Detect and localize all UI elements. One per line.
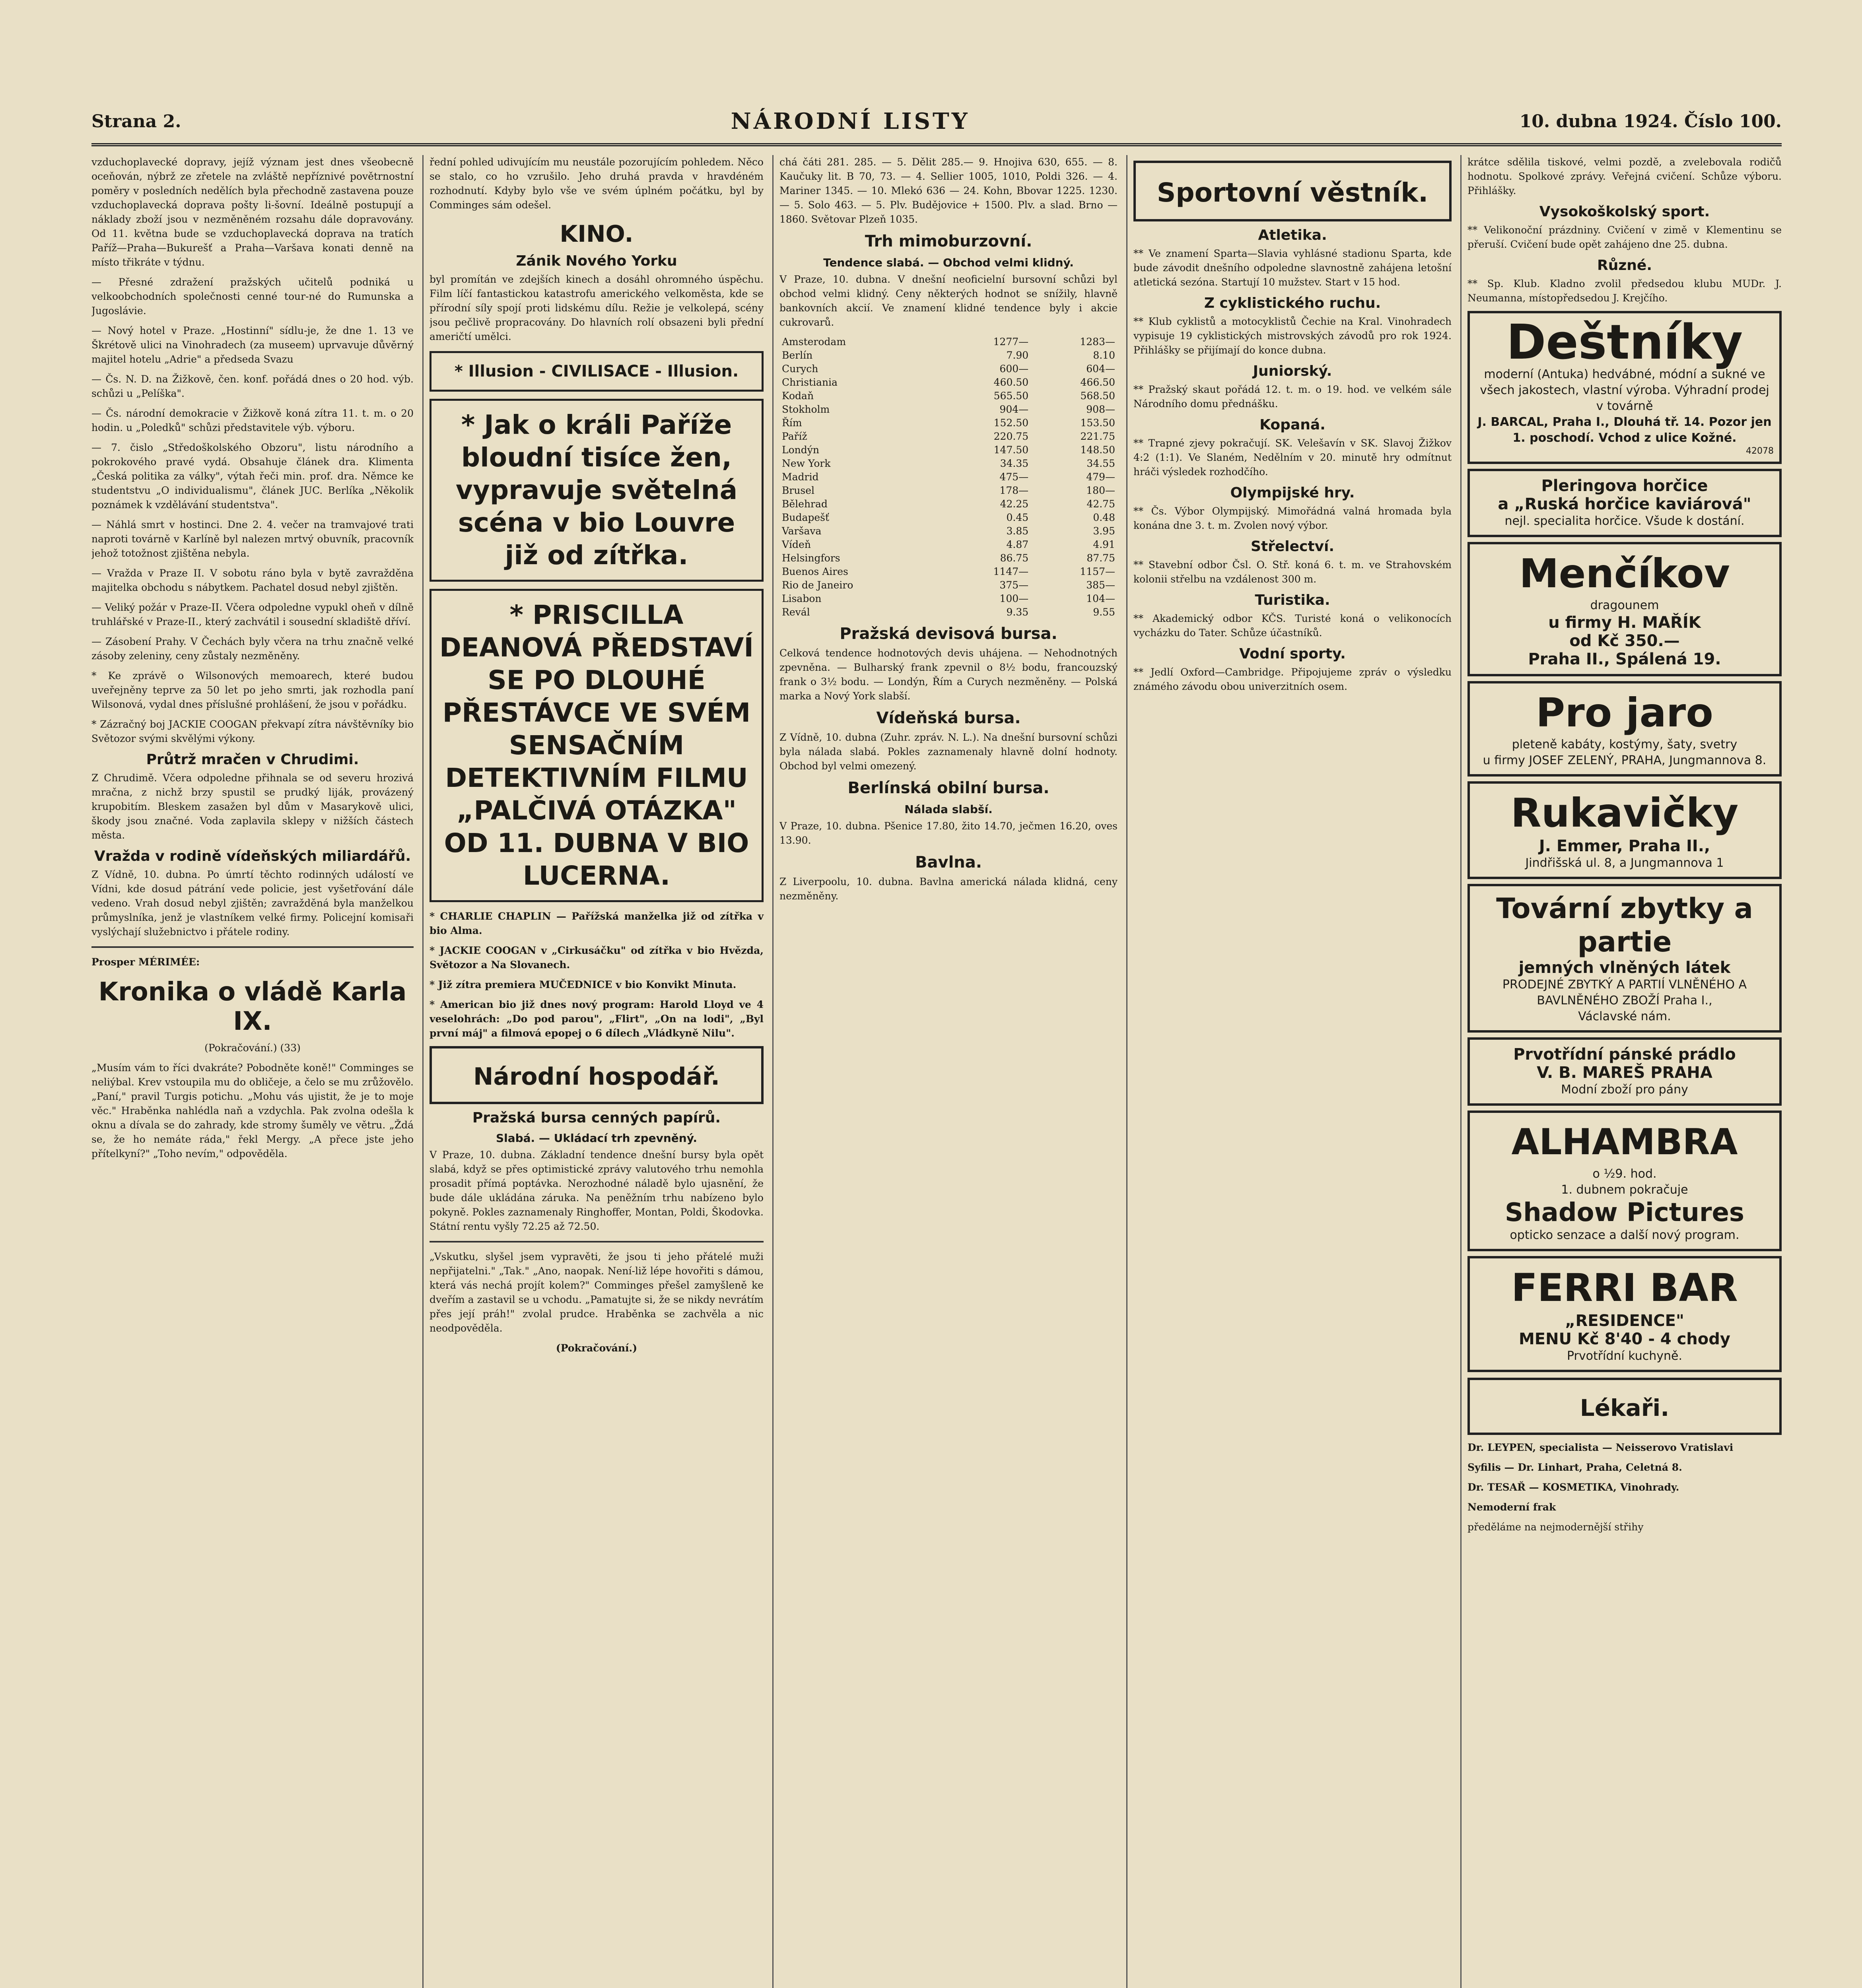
currency-ask: 8.10 — [1093, 349, 1115, 361]
economy-subheading: Pražská bursa cenných papírů. — [472, 1110, 721, 1126]
ad-text: Prvotřídní kuchyně. — [1567, 1349, 1683, 1363]
currency-bid: 3.85 — [1006, 525, 1029, 537]
currency-ask: 87.75 — [1086, 552, 1115, 564]
col1-item: * Ke zprávě o Wilsonových memoarech, které budou uveřejněny teprve za 50 let po jeho smrti, jak rozhodla paní Wilsonová, vydal dnes příslušné prohlášení, že jsou v pořádku. — [91, 670, 414, 710]
currency-bid: 0.45 — [1006, 512, 1029, 523]
currency-row — [779, 362, 1118, 376]
currency-bid: 600— — [999, 363, 1029, 375]
ad-mencikov — [1467, 542, 1782, 676]
ad-text: Pleringova horčice — [1541, 477, 1708, 495]
ad-text: „RESIDENCE" — [1565, 1312, 1684, 1330]
currency-ask: 466.50 — [1080, 377, 1115, 388]
currency-ask: 1283— — [1080, 336, 1115, 348]
cycling-heading: Z cyklistického ruchu. — [1204, 295, 1381, 311]
cinema-ad-american: * American bio již dnes nový program: Harold Lloyd ve 4 veselohrách: „Do pod parou", „Flirt", „On na lodi", „Byl první máj" a filmová epopej o 6 dílech „Vládkyně Nilu". — [430, 999, 764, 1039]
currency-row — [779, 403, 1118, 416]
col1-item: — Vražda v Praze II. V sobotu ráno byla v bytě zavražděna majitelka obchodu s nábytkem. Pachatel dosud nebyl zjištěn. — [91, 567, 414, 593]
feuilleton-continued: „Vskutku, slyšel jsem vypravěti, že jsou ti jeho přátelé muži nepřijatelni." „Tak." „Ano, naopak. Není-liž lépe hovořiti s dámou, která vás nechá projít kolem?" Comminges přešel zamyšleně ke dveřím a zastavil se u vchodu. „Pamatujte si, že se nikdy nevrátím přes její práh!" zvolal prudce. Hraběnka se zachvěla a nic neodpověděla. — [430, 1251, 764, 1334]
continued-label: (Pokračování.) — [556, 1342, 638, 1354]
feuilleton-author: Prosper MÉRIMÉE: — [91, 956, 200, 968]
ad-text: jemných vlněných látek — [1518, 959, 1731, 977]
currency-ask: 221.75 — [1080, 431, 1115, 442]
column-2 — [430, 155, 774, 1988]
feuilleton-title: Kronika o vládě Karla IX. — [98, 977, 407, 1036]
currency-bid: 178— — [999, 485, 1029, 496]
ad-text: V. B. MAREŠ PRAHA — [1537, 1064, 1712, 1082]
shooting-heading: Střelectví. — [1250, 538, 1335, 555]
currency-bid: 100— — [999, 593, 1029, 604]
devisa-heading: Pražská devisová bursa. — [840, 625, 1057, 643]
currency-ask: 3.95 — [1093, 525, 1115, 537]
currency-ask: 1157— — [1080, 566, 1115, 577]
currency-city: New York — [782, 458, 831, 469]
cotton-heading: Bavlna. — [915, 853, 982, 872]
kino-subheading: Zánik Nového Yorku — [516, 253, 677, 269]
currency-row — [779, 457, 1118, 470]
doctor-ad: Dr. LEYPEN, specialista — Neisserovo Vratislavi — [1467, 1442, 1734, 1453]
economy-heading: Národní hospodář. — [473, 1063, 720, 1091]
sports-heading-box — [1133, 161, 1452, 221]
col1-item: — Zásobení Prahy. V Čechách byly včera na trhu značně velké zásoby zeleniny, ceny zůstaly nezměněny. — [91, 636, 414, 662]
ad-mustard — [1467, 469, 1782, 537]
ad-text: o ½9. hod. — [1592, 1167, 1657, 1181]
currency-bid: 7.90 — [1006, 349, 1029, 361]
ad-text: dragounem — [1590, 598, 1659, 612]
currency-ask: 104— — [1086, 593, 1115, 604]
currency-bid: 147.50 — [993, 444, 1029, 456]
col1-intro: vzduchoplavecké dopravy, jejíž význam jest dnes všeobecně oceňován, nýbrž ze zřetele na zvláště nepříznivé povětrnostní poměry v posledních nedělích byla přechodně zastavena pouze vzduchoplavecká doprava pošty li-šovní. Ideálně postupují a náklady zboží jsou v nezměněném rozsahu dále dopravovány. Od 11. května bude se vzduchoplavecká doprava na tratích Paříž—Praha—Bukurešť a Praha—Varšava konati denně na místo třikráte v týdnu. — [91, 156, 414, 268]
ad-text: Prvotřídní pánské prádlo — [1513, 1045, 1736, 1064]
currency-ask: 153.50 — [1080, 417, 1115, 429]
ad-text: a „Ruská horčice kaviárová" — [1498, 495, 1751, 513]
ad-mencikov-brand: Menčíkov — [1519, 550, 1730, 597]
ad-text: Jindřišská ul. 8, a Jungmannova 1 — [1525, 856, 1724, 870]
ad-umbrellas — [1467, 311, 1782, 464]
ad-text: 1. dubnem pokračuje — [1561, 1183, 1688, 1197]
ad-projaro — [1467, 681, 1782, 777]
cycling-text: ** Klub cyklistů a motocyklistů Čechie na Kral. Vinohradech vypisuje 19 cyklistických mistrovských závodů pro rok 1924. Přihlášky se přijímají do konce dubna. — [1133, 316, 1452, 356]
grain-heading: Berlínská obilní bursa. — [847, 779, 1050, 797]
column-5 — [1467, 155, 1790, 1988]
column-4 — [1133, 155, 1462, 1988]
currency-city: Christiania — [782, 377, 838, 388]
cinema-ad-konvikt: * Již zítra premiera MUČEDNICE v bio Konvikt Minuta. — [430, 979, 737, 990]
tourism-heading: Turistika. — [1255, 592, 1330, 608]
currency-city: Varšava — [782, 525, 822, 537]
ad-projaro-brand: Pro jaro — [1536, 689, 1713, 736]
currency-ask: 479— — [1086, 471, 1115, 483]
currency-row — [779, 335, 1118, 349]
vienna-text: Z Vídně, 10. dubna. Po úmrtí těchto rodinných událostí ve Vídni, kde dosud pátrání vede policie, jest vyšetřování dále vedeno. Vrah dosud nebyl zjištěn; zavražděná byla manželkou průmyslníka, jenž je vlastníkem velké firmy. Policejní komisaři vyslýchají služebnictvo i přátele rodiny. — [91, 869, 414, 938]
chrudim-text: Z Chrudimě. Včera odpoledne přihnala se od severu hrozivá mračna, z nichž brzy spustil se prudký liják, provázený krupobitím. Bleskem zasažen byl dům v Masarykově ulici, škody jsou značné. Voda zaplavila sklepy v nižších částech města. — [91, 772, 414, 841]
olympics-heading: Olympijské hry. — [1230, 485, 1355, 501]
currency-city: Lisabon — [782, 593, 822, 604]
football-text: ** Trapné zjevy pokračují. SK. Velešavín v SK. Slavoj Žižkov 4:2 (1:1). Ve Slaném, Nedělním v 20. minutě hry odmítnut hráči výsledek rozhodčího. — [1133, 437, 1452, 478]
feuilleton-text: „Musím vám to říci dvakráte? Pobodněte koně!" Comminges se neliýbal. Krev vstoupila mu do obličeje, a čelo se mu zrůžovělo. „Paní," pravil Turgis potichu. „Mohu vás ujistit, že je to moje věc." Hraběnka nahlédla naň a vzdychla. Pak zvolna odešla k oknu a dívala se do zahrady, kde stromy šuměly ve větru. „Ždá se, že ho nemáte ráda," řekl Mergy. „A přece jste jeho přítelkyní?" „Toho nevím," odpověděla. — [91, 1062, 414, 1159]
currency-city: Madrid — [782, 471, 819, 483]
currency-row — [779, 538, 1118, 551]
col2-top-text: řední pohled udivujícím mu neustále pozorujícím pohledem. Něco se stalo, co ho vzrušilo. Jeho druhá pravda v hravdéném rozhodnutí. Kdyby bylo vše ve svém úplném počátku, byl by Comminges sám odešel. — [430, 156, 764, 211]
university-sport-text: ** Velikonoční prázdniny. Cvičení v zimě v Klementinu se přeruší. Cvičení bude opět zahájeno dne 25. dubna. — [1467, 224, 1782, 250]
currency-bid: 4.87 — [1006, 539, 1029, 550]
currency-bid: 86.75 — [1000, 552, 1029, 564]
offmarket-text: V Praze, 10. dubna. V dnešní neoficielní bursovní schůzi byl obchod velmi klidný. Ceny některých hodnot se snížily, hlavně bankovních akcií. Ve znamení klidné tendence byly i akcie cukrovarů. — [779, 274, 1118, 328]
offmarket-heading: Trh mimoburzovní. — [865, 232, 1032, 250]
tailcoat-ad-text: předěláme na nejmodernější střihy — [1467, 1521, 1644, 1533]
divider — [91, 946, 414, 948]
ad-text: pleteně kabáty, kostýmy, šaty, svetry — [1512, 738, 1738, 751]
chrudim-heading: Průtrž mračen v Chrudimi. — [146, 751, 359, 768]
feuilleton-sub: (Pokračování.) (33) — [204, 1042, 301, 1054]
cinema-ad-louvre: * Jak o králi Paříže bloudní tisíce žen, vypravuje světelná scéna v bio Louvre již od zítřka. — [430, 399, 764, 582]
ad-remnants-brand: Tovární zbytky a partie — [1496, 892, 1753, 958]
currency-ask: 42.75 — [1086, 498, 1115, 510]
juniors-text: ** Pražský skaut pořádá 12. t. m. o 19. hod. ve velkém sále Národního domu přednášku. — [1133, 384, 1452, 410]
currency-row — [779, 443, 1118, 457]
currency-city: Curych — [782, 363, 818, 375]
water-sports-text: ** Jedlí Oxford—Cambridge. Připojujeme zpráv o výsledku známého závodu obou univerzitních osem. — [1133, 666, 1452, 692]
currency-row — [779, 592, 1118, 606]
currency-city: Rio de Janeiro — [782, 579, 853, 591]
ad-text: opticko senzace a další nový program. — [1510, 1228, 1740, 1242]
grain-text: V Praze, 10. dubna. Pšenice 17.80, žito 14.70, ječmen 16.20, oves 13.90. — [779, 820, 1118, 846]
vienna-bourse-heading: Vídeňská bursa. — [876, 709, 1021, 727]
doctor-ad: Syfilis — Dr. Linhart, Praha, Celetná 8. — [1467, 1462, 1682, 1473]
cinema-ad-lucerna: * PRISCILLA DEANOVÁ PŘEDSTAVÍ SE PO DLOUHÉ PŘESTÁVCE VE SVÉM SENSAČNÍM DETEKTIVNÍM FILMU „PALČIVÁ OTÁZKA" OD 11. DUBNA V BIO LUCERNA. — [430, 589, 764, 902]
cinema-ad-chaplin: * CHARLIE CHAPLIN — Pařížská manželka již od zítřka v bio Alma. — [430, 911, 764, 936]
issue-date: 10. dubna 1924. Číslo 100. — [1519, 111, 1782, 132]
ad-text: MENU Kč 8'40 - 4 chody — [1519, 1330, 1730, 1348]
ad-factory-remnants — [1467, 884, 1782, 1033]
col3-top-text: chá čáti 281. 285. — 5. Dělit 285.— 9. Hnojiva 630, 655. — 8. Kaučuky lit. B 70, 73. — 4. Sellier 1005, 1010, Poldi 326. — 4. Mariner 1345. — 10. Mlekó 636 — 24. Kohn, Bbovar 1225. 1230. — 5. Solo 463. — 5. Plv. Budějovice + 1500. Plv. a slad. Brno — 1860. Světovar Plzeň 1035. — [779, 156, 1118, 225]
currency-bid: 34.35 — [1000, 458, 1029, 469]
ad-text: Václavské nám. — [1578, 1010, 1671, 1023]
currency-row — [779, 579, 1118, 592]
offmarket-subheading: Tendence slabá. — Obchod velmi klidný. — [823, 256, 1074, 269]
column-1 — [91, 155, 424, 1988]
currency-bid: 375— — [999, 579, 1029, 591]
athletics-heading: Atletika. — [1258, 227, 1327, 243]
col5-top-text: krátce sdělila tiskové, velmi pozdě, a zvelebovala rodičů hodnotu. Spolkové zprávy. Veřejná cvičení. Schůze výboru. Přihlášky. — [1467, 156, 1782, 196]
ad-text: moderní (Antuka) hedvábné, módní a sukné ve všech jakostech, vlastní výroba. Výhradní prodej v továrně — [1480, 367, 1769, 413]
athletics-text: ** Ve znamení Sparta—Slavia vyhlásné stadionu Sparta, kde bude závodit dnešního odpoledne slavnostně zahájena letošní atletická sezóna. Startují 10 mužstev. Start v 15 hod. — [1133, 248, 1452, 288]
currency-row — [779, 376, 1118, 389]
currency-city: Londýn — [782, 444, 819, 456]
currency-city: Kodaň — [782, 390, 814, 402]
currency-table — [779, 335, 1118, 619]
juniors-heading: Juniorský. — [1253, 363, 1332, 379]
currency-bid: 1147— — [993, 566, 1029, 577]
shooting-text: ** Stavební odbor Čsl. O. Stř. koná 6. t. m. ve Strahovském kolonii střelbu na vzdálenost 300 m. — [1133, 559, 1452, 585]
col1-item: — Přesné zdražení pražských učitelů podniká u velkoobchodních společnosti cenné tour-né do Rumunska a Jugoslávie. — [91, 276, 414, 316]
col1-item: — Náhlá smrt v hostinci. Dne 2. 4. večer na tramvajové trati naproti továrně v Karlíně byl nalezen mrtvý obuvník, pracovník jehož totožnost zjištěna nebyla. — [91, 519, 414, 559]
col1-item: — Čs. N. D. na Žižkově, čen. konf. pořádá dnes o 20 hod. výb. schůzi u „Pelíška". — [91, 373, 414, 399]
misc-heading: Různé. — [1597, 257, 1652, 274]
ad-gloves-brand: Rukavičky — [1510, 790, 1739, 836]
kino-heading: KINO. — [560, 220, 634, 247]
ad-text: u firmy JOSEF ZELENÝ, PRAHA, Jungmannova 8. — [1483, 753, 1767, 767]
currency-city: Helsingfors — [782, 552, 840, 564]
masthead — [91, 99, 1782, 146]
currency-city: Berlín — [782, 349, 813, 361]
economy-section — [430, 1046, 764, 1104]
currency-city: Paříž — [782, 431, 807, 442]
currency-row — [779, 389, 1118, 403]
currency-row — [779, 349, 1118, 362]
football-heading: Kopaná. — [1259, 417, 1326, 433]
cinema-ad-illusion: * Illusion - CIVILISACE - Illusion. — [430, 351, 764, 392]
currency-ask: 385— — [1086, 579, 1115, 591]
currency-row — [779, 565, 1118, 579]
ad-ferri-bar — [1467, 1256, 1782, 1372]
ad-linen — [1467, 1037, 1782, 1106]
currency-ask: 0.48 — [1093, 512, 1115, 523]
currency-row — [779, 511, 1118, 524]
currency-ask: 148.50 — [1080, 444, 1115, 456]
currency-bid: 460.50 — [993, 377, 1029, 388]
ad-umbrellas-brand: Deštníky — [1506, 315, 1743, 370]
olympics-text: ** Čs. Výbor Olympijský. Mimořádná valná hromada byla konána dne 3. t. m. Zvolen nový výbor. — [1133, 505, 1452, 531]
currency-row — [779, 484, 1118, 497]
page-number: Strana 2. — [91, 111, 181, 132]
kino-text: byl promítán ve zdejších kinech a dosáhl ohromného úspěchu. Film líčí fantastickou katastrofu amerického velkoměsta, kde se přírodní síly spojí proti lidskému dílu. Režie je velkolepá, scény jsou pečlivě propracovány. Do hlavních rolí obsazeni byli přední američtí umělci. — [430, 274, 764, 342]
doctors-heading: Lékaři. — [1580, 1394, 1670, 1421]
currency-city: Vídeň — [782, 539, 811, 550]
currency-city: Brusel — [782, 485, 815, 496]
vienna-heading: Vražda v rodině vídeňských miliardářů. — [94, 848, 411, 864]
ad-text: Shadow Pictures — [1504, 1198, 1745, 1227]
tailcoat-ad-title: Nemoderní frak — [1467, 1501, 1556, 1513]
currency-row — [779, 430, 1118, 443]
currency-city: Budapešť — [782, 512, 830, 523]
currency-ask: 604— — [1086, 363, 1115, 375]
cotton-text: Z Liverpoolu, 10. dubna. Bavlna americká nálada klidná, ceny nezměněny. — [779, 876, 1118, 902]
ad-ferri-brand: FERRI BAR — [1511, 1266, 1738, 1310]
currency-city: Revál — [782, 606, 810, 618]
currency-bid: 9.35 — [1006, 606, 1029, 618]
ad-text: Modní zboží pro pány — [1561, 1083, 1688, 1097]
currency-row — [779, 497, 1118, 511]
doctor-ad: Dr. TESAŘ — KOSMETIKA, Vinohrady. — [1467, 1481, 1679, 1493]
col1-item: * Zázračný boj JACKIE COOGAN překvapí zítra návštěvníky bio Světozor svými skvělými výkony. — [91, 718, 414, 744]
university-sport-heading: Vysokoškolský sport. — [1539, 204, 1710, 220]
economy-text: V Praze, 10. dubna. Základní tendence dnešní bursy byla opět slabá, když se přes optimistické zprávy valutového trhu nemohla prosadit přímá poptávka. Nerozhodné náladě bylo ujasnění, že bude dále ukládána záruka. Na peněžním trhu nabízeno bylo pokyně. Pokles zaznamenaly Ringhoffer, Montan, Poldi, Škodovka. Státní rentu vyšly 72.25 až 72.50. — [430, 1149, 764, 1232]
ad-text: nejl. specialita horčice. Všude k dostání. — [1504, 514, 1745, 528]
currency-bid: 220.75 — [993, 431, 1029, 442]
currency-row — [779, 470, 1118, 484]
ad-text: J. BARCAL, Praha I., Dlouhá tř. 14. Pozor jen 1. poschodí. Vchod z ulice Kožné. — [1477, 415, 1772, 445]
currency-ask: 568.50 — [1080, 390, 1115, 402]
currency-row — [779, 524, 1118, 538]
currency-ask: 908— — [1086, 404, 1115, 415]
ad-price: od Kč 350.— — [1569, 632, 1680, 650]
ad-text: Praha II., Spálená 19. — [1528, 650, 1721, 668]
ad-alhambra — [1467, 1110, 1782, 1251]
currency-bid: 565.50 — [993, 390, 1029, 402]
col1-item: — Veliký požár v Praze-II. Včera odpoledne vypukl oheň v dílně truhlářské v Praze-II., který zachvátil i sousední skladiště dříví. — [91, 602, 414, 627]
cinema-ad-coogan: * JACKIE COOGAN v „Cirkusáčku" od zítřka v bio Hvězda, Světozor a Na Slovanech. — [430, 945, 764, 971]
tourism-text: ** Akademický odbor KČS. Turisté koná o velikonocích vycházku do Tater. Schůze účastníků. — [1133, 613, 1452, 639]
currency-city: Buenos Aires — [782, 566, 848, 577]
divider — [430, 1241, 764, 1242]
misc-text: ** Sp. Klub. Kladno zvolil předsedou klubu MUDr. J. Neumanna, místopředsedou J. Krejčího. — [1467, 278, 1782, 304]
currency-bid: 152.50 — [993, 417, 1029, 429]
ad-text: u firmy H. MAŘÍK — [1548, 613, 1701, 632]
vienna-bourse-text: Z Vídně, 10. dubna (Zuhr. zpráv. N. L.). Na dnešní bursovní schůzi byla nálada slabá. Pokles zaznamenaly hlavně dolní hodnoty. Obchod byl velmi omezený. — [779, 732, 1118, 772]
currency-row — [779, 551, 1118, 565]
column-3 — [779, 155, 1127, 1988]
currency-city: Amsterodam — [782, 336, 846, 348]
doctors-heading-box — [1467, 1378, 1782, 1435]
col1-item: — Nový hotel v Praze. „Hostinní" sídlu-je, že dne 1. 13 ve Škrétově ulici na Vinohradech (za museem) uprvavuje důvěrný majitel hotelu „Adrie" a předseda Svazu — [91, 325, 414, 365]
newspaper-title: NÁRODNÍ LISTY — [731, 108, 970, 134]
water-sports-heading: Vodní sporty. — [1239, 646, 1346, 662]
sports-heading: Sportovní věstník. — [1156, 177, 1429, 208]
currency-bid: 42.25 — [1000, 498, 1029, 510]
ad-alhambra-brand: ALHAMBRA — [1511, 1121, 1738, 1163]
economy-subheading-2: Slabá. — Ukládací trh zpevněný. — [496, 1132, 698, 1145]
ad-gloves — [1467, 781, 1782, 879]
currency-ask: 9.55 — [1093, 606, 1115, 618]
currency-ask: 4.91 — [1093, 539, 1115, 550]
ad-text: J. Emmer, Praha II., — [1539, 837, 1710, 855]
currency-bid: 904— — [999, 404, 1029, 415]
grain-subheading: Nálada slabší. — [904, 803, 993, 816]
col1-item: — Čs. národní demokracie v Žižkově koná zítra 11. t. m. o 20 hodin. u „Poledků" schůzi představitele výb. výboru. — [91, 408, 414, 433]
devisa-text: Celková tendence hodnotových devis uhájena. — Nehodnotných zpevněna. — Bulharský frank zpevnil o 8½ bodu, francouzský frank o 3½ bodu. — Londýn, Řím a Curych nezměněny. — Polská marka a Nový York slabší. — [779, 647, 1118, 702]
col1-item: — 7. čislo „Středoškolského Obzoru", listu národního a pokrokového pravé vydá. Obsahuje článek dra. Klimenta „Česká politika za války", výtah řeči min. prof. dra. Němce ke studentstvu „O individualismu", článek JUC. Berlíka „Několik poznámek k vzdělávání studentstva". — [91, 442, 414, 511]
currency-bid: 1277— — [993, 336, 1029, 348]
currency-row — [779, 416, 1118, 430]
currency-row — [779, 606, 1118, 619]
currency-city: Řím — [782, 417, 802, 429]
ad-code: 42078 — [1746, 446, 1774, 456]
ad-text: PRODEJNÉ ZBYTKÝ A PARTIÍ VLNĚNÉHO A BAVLNĚNÉHO ZBOŽÍ Praha I., — [1502, 978, 1747, 1008]
currency-city: Bělehrad — [782, 498, 828, 510]
currency-ask: 180— — [1086, 485, 1115, 496]
currency-bid: 475— — [999, 471, 1029, 483]
currency-city: Stokholm — [782, 404, 830, 415]
currency-ask: 34.55 — [1086, 458, 1115, 469]
